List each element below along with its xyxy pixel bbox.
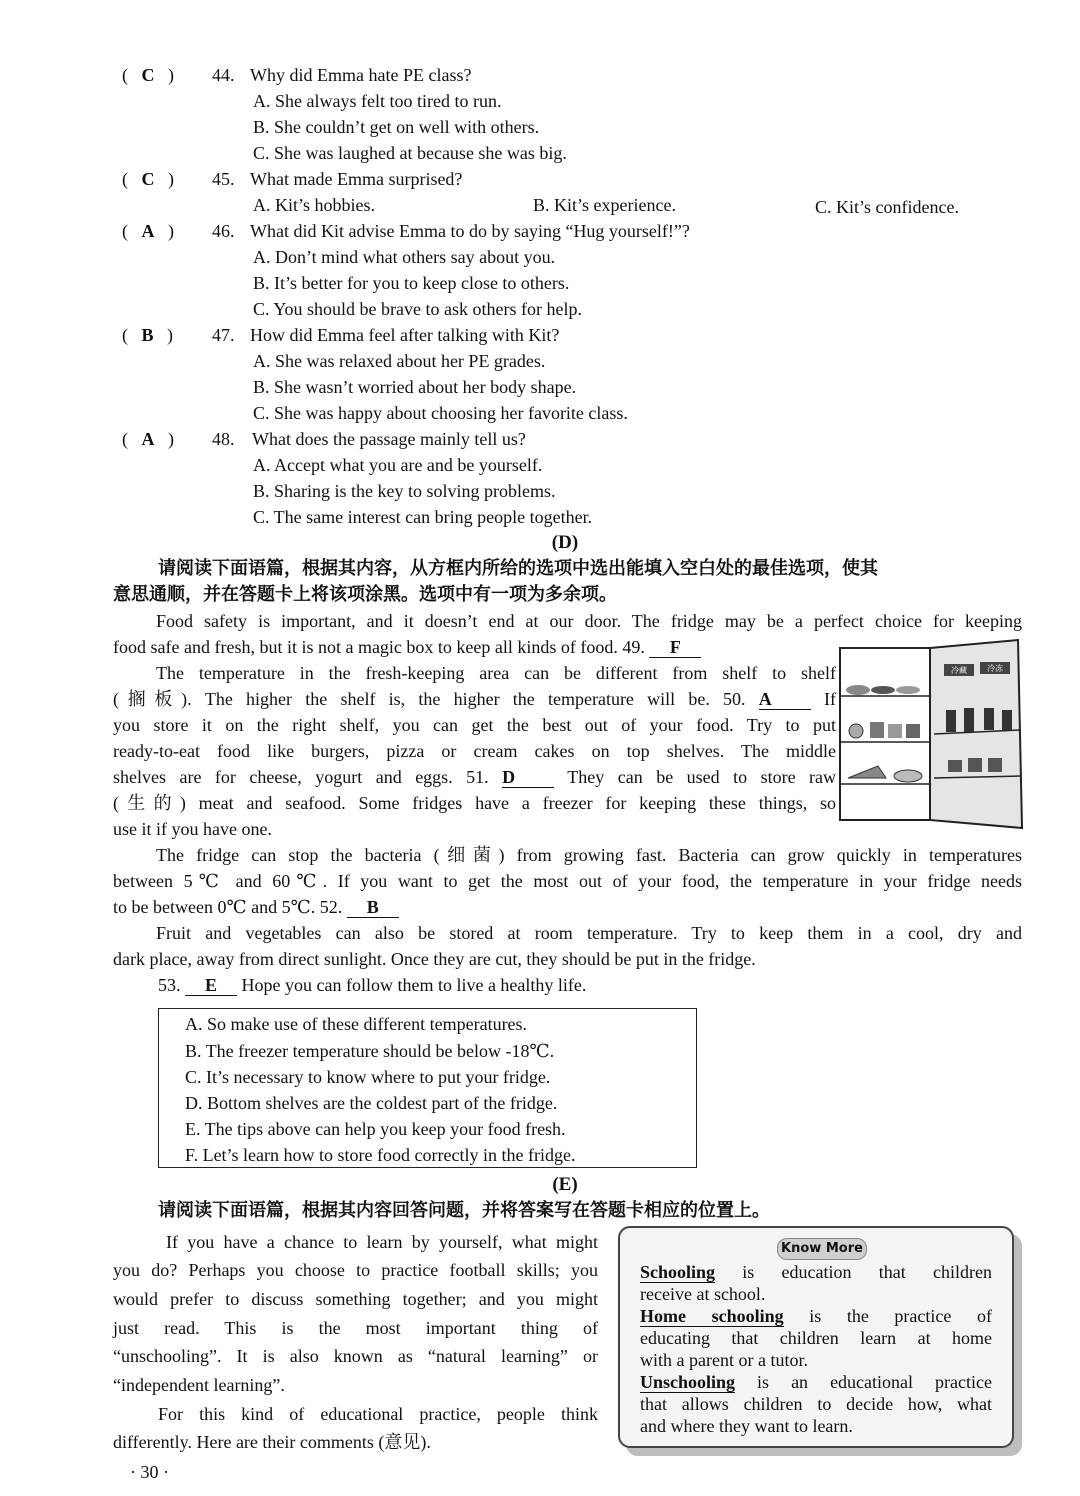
paragraph-line: Food safety is important, and it doesn’t end at our door. The fridge may be a perfect choice for keeping [156,611,1022,631]
box-option: D. Bottom shelves are the coldest part of the fridge. [185,1093,558,1113]
definition-line [640,1261,992,1283]
option: B. Sharing is the key to solving problems. [253,481,556,501]
option: C. The same interest can bring people together. [253,507,593,527]
paragraph-line: dark place, away from direct sunlight. Once they are cut, they should be put in the fridge. [113,949,756,969]
fridge-illustration [838,638,1024,830]
paragraph-line: The fridge can stop the bacteria (细菌) from growing fast. Bacteria can grow quickly in temperatures [156,845,1022,865]
know-more-box [618,1226,1014,1448]
paragraph-line: For this kind of educational practice, people think [158,1404,598,1424]
definition-line [640,1371,992,1393]
paragraph-line: between 5℃ and 60℃. If you want to get the most out of your food, the temperature in your fridge needs [113,871,1022,891]
option: B. Kit’s experience. [533,195,676,215]
answer-paren: ( A ) [122,429,174,449]
question-number: 46. [212,221,235,241]
box-option: F. Let’s learn how to store food correctly in the fridge. [185,1145,576,1165]
question-number: 47. [212,325,235,345]
question-stem: How did Emma feel after talking with Kit? [250,325,560,345]
page-number: · 30 · [130,1462,169,1482]
section-e-instruction: 请阅读下面语篇，根据其内容回答问题，并将答案写在答题卡相应的位置上。 [158,1200,770,1221]
option: B. She couldn’t get on well with others. [253,117,540,137]
paragraph-line: just read. This is the most important thing of [113,1318,598,1338]
answer-letter: B [141,325,154,345]
paragraph-line: you store it on the right shelf, you can get the best out of your food. Try to put [113,715,836,735]
paragraph-line [113,764,836,790]
paragraph-line: Fruit and vegetables can also be stored at room temperature. Try to keep them in a cool, dry and [156,923,1022,943]
paragraph-line: “independent learning”. [113,1375,285,1395]
option: C. She was happy about choosing her favorite class. [253,403,628,423]
option: C. You should be brave to ask others for help. [253,299,582,319]
blank-50: A [759,689,811,710]
paragraph-line [158,972,586,998]
paragraph-line: ready-to-eat food like burgers, pizza or cream cakes on top shelves. The middle [113,741,836,761]
blank-52: B [347,897,399,918]
paragraph-line: (生的) meat and seafood. Some fridges have a freezer for keeping these things, so [113,793,836,813]
answer-letter: A [141,429,155,449]
paragraph-line [113,894,399,920]
option: B. She wasn’t worried about her body shape. [253,377,577,397]
section-d-instruction-cont: 意思通顺，并在答题卡上将该项涂黑。选项中有一项为多余项。 [113,584,617,605]
blank-49: F [649,637,701,658]
paragraph-text: to be between 0℃ and 5℃. 52. [113,897,343,917]
answer-paren: ( C ) [122,65,174,85]
option: A. She always felt too tired to run. [253,91,502,111]
definition-line: and where they want to learn. [640,1416,853,1436]
paragraph-text: shelves are for cheese, yogurt and eggs. 51. [113,767,489,787]
answer-letter: A [141,221,155,241]
know-more-badge: Know More [777,1238,867,1260]
fridge-label: 冷藏 [951,666,967,675]
option: A. She was relaxed about her PE grades. [253,351,546,371]
section-e-heading: (E) [552,1174,578,1195]
definition-line: that allows children to decide how, what [640,1394,992,1414]
box-option: E. The tips above can help you keep your food fresh. [185,1119,566,1139]
option: A. Kit’s hobbies. [253,195,376,215]
definition-line: educating that children learn at home [640,1328,992,1348]
question-stem: Why did Emma hate PE class? [250,65,472,85]
term-schooling: Schooling [640,1262,716,1282]
answer-letter: C [141,169,155,189]
definition-text: is education that children [742,1262,992,1282]
definition-line: receive at school. [640,1284,766,1304]
paragraph-line: The temperature in the fresh-keeping area can be different from shelf to shelf [156,663,836,683]
paragraph-line: would prefer to discuss something together; and you might [113,1289,598,1309]
paragraph-line: use it if you have one. [113,819,272,839]
paragraph-line [113,686,836,712]
box-option: B. The freezer temperature should be below -18℃. [185,1041,555,1061]
option: B. It’s better for you to keep close to others. [253,273,570,293]
paragraph-text: food safe and fresh, but it is not a magic box to keep all kinds of food. 49. [113,637,645,657]
answer-paren: ( A ) [122,221,174,241]
definition-line: with a parent or a tutor. [640,1350,808,1370]
answer-paren: ( B ) [122,325,174,345]
term-unschooling: Unschooling [640,1372,736,1392]
paragraph-line: “unschooling”. It is also known as “natural learning” or [113,1346,598,1366]
question-number: 44. [212,65,235,85]
paragraph-line: you do? Perhaps you choose to practice football skills; you [113,1260,598,1280]
blank-53: E [185,975,237,996]
option: A. Accept what you are and be yourself. [253,455,543,475]
question-stem: What does the passage mainly tell us? [252,429,526,449]
question-number: 48. [212,429,235,449]
definition-line [640,1305,992,1327]
term-home-schooling: Home schooling [640,1306,784,1326]
question-stem: What did Kit advise Emma to do by saying “Hug yourself!”? [250,221,690,241]
paragraph-text: If [824,689,836,709]
option: C. Kit’s confidence. [815,197,959,217]
paragraph-text: (搁板). The higher the shelf is, the higher the temperature will be. 50. [113,689,746,709]
paragraph-line: If you have a chance to learn by yourself, what might [166,1232,598,1252]
question-stem: What made Emma surprised? [250,169,463,189]
blank-51: D [502,767,554,788]
section-d-instruction: 请阅读下面语篇，根据其内容，从方框内所给的选项中选出能填入空白处的最佳选项，使其 [158,558,878,579]
paragraph-text: 53. [158,975,181,995]
options-box [158,1008,697,1168]
box-option: A. So make use of these different temperatures. [185,1014,528,1034]
paragraph-line: differently. Here are their comments (意见). [113,1432,431,1452]
paragraph-text: They can be used to store raw [567,767,837,787]
fridge-label: 冷冻 [987,664,1003,673]
box-option: C. It’s necessary to know where to put your fridge. [185,1067,551,1087]
definition-text: is the practice of [809,1306,992,1326]
answer-letter: C [141,65,155,85]
paragraph-line [113,634,701,660]
option: A. Don’t mind what others say about you. [253,247,556,267]
section-d-heading: (D) [551,532,579,553]
definition-text: is an educational practice [757,1372,992,1392]
option: C. She was laughed at because she was big. [253,143,567,163]
question-number: 45. [212,169,235,189]
answer-paren: ( C ) [122,169,174,189]
paragraph-text: Hope you can follow them to live a healthy life. [241,975,587,995]
